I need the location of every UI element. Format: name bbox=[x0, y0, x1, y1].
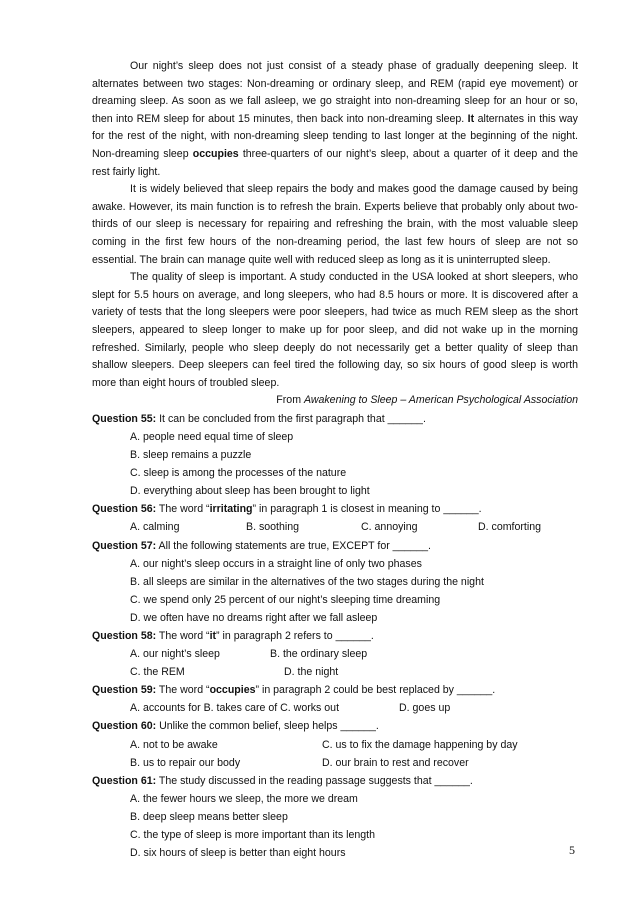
q61-option-d: D. six hours of sleep is better than eight hours bbox=[130, 847, 346, 860]
question-keyword: occupies bbox=[209, 684, 256, 697]
question-label: Question 56: bbox=[92, 503, 157, 516]
question-label: Question 59: bbox=[92, 684, 157, 697]
p1-text-2: alternates in this way for the rest of the night, with non-dreaming sleep tending to last longer at the beginning of the night. Non-dreaming sleep bbox=[92, 112, 578, 160]
q56-option-a: A. calming bbox=[130, 521, 180, 534]
q56-options-row bbox=[92, 518, 578, 536]
source-citation bbox=[92, 392, 578, 410]
q60-options-row-1 bbox=[92, 736, 578, 754]
q60-option-c: C. us to fix the damage happening by day bbox=[322, 738, 518, 751]
q57-option-a: A. our night’s sleep occurs in a straight line of only two phases bbox=[130, 557, 422, 570]
source-title: Awakening to Sleep – American Psychological Association bbox=[303, 394, 578, 407]
question-text-post: ” in paragraph 1 is closest in meaning to ______. bbox=[252, 503, 482, 516]
question-text-pre: The word “ bbox=[156, 503, 210, 516]
paragraph-2: It is widely believed that sleep repairs the body and makes good the damage caused by being awake. However, its main function is to refresh the brain. Experts believe that probably only about two-thirds of our sleep is necessary for repairing and refreshing the brain, with the most valuable sleep coming in the first few hours of the non-dreaming period, the last few hours of sleep are not so essential. The brain can manage quite well with reduced sleep as long as it is uninterrupted sleep. bbox=[92, 183, 578, 266]
paragraph-1 bbox=[92, 58, 578, 181]
p1-bold-occupies: occupies bbox=[192, 147, 239, 160]
question-keyword: irritating bbox=[209, 503, 253, 516]
question-keyword: it bbox=[209, 630, 217, 642]
question-label: Question 58: bbox=[92, 630, 157, 642]
q60-option-a: A. not to be awake bbox=[130, 738, 218, 751]
p1-text-3: three-quarters of our night’s sleep, about a quarter of it deep and the rest fairly light. bbox=[92, 147, 579, 178]
paragraph-3: The quality of sleep is important. A study conducted in the USA looked at short sleepers, who slept for 5.5 hours on average, and long sleepers, who had 8.5 hours or more. It is discovered after a variety of tests that the long sleepers were poor sleepers, had twice as much REM sleep as the short sleepers, appeared to sleep longer to make up for poor sleep, and did not wake up in the morning refreshed. Similarly, people who sleep deeply do not necessarily get a better quality of sleep than shallow sleepers. Deep sleepers can feel tired the following day, so six hours of good sleep is worth more than eight hours of troubled sleep. bbox=[92, 271, 578, 389]
question-label: Question 55: bbox=[92, 412, 157, 425]
p1-text-1: Our night’s sleep does not just consist of a steady phase of gradually deepening sleep. It alternates between two stages: Non-dreaming or ordinary sleep, and REM (rapid eye movement) or dreaming sleep. As soon as we fall asleep, we go straight into non-dreaming sleep for an hour or so, then into REM sleep for about 15 minutes, then back into non-dreaming sleep. bbox=[92, 60, 578, 125]
q56-option-b: B. soothing bbox=[246, 521, 300, 534]
q58-options-row-1 bbox=[92, 645, 578, 663]
q61-option-b: B. deep sleep means better sleep bbox=[130, 810, 288, 823]
q55-option-a: A. people need equal time of sleep bbox=[130, 430, 294, 443]
question-61 bbox=[92, 772, 578, 790]
q59-options-abc: A. accounts for B. takes care of C. works out bbox=[130, 702, 340, 715]
question-55 bbox=[92, 410, 578, 428]
question-text: All the following statements are true, EXCEPT for ______. bbox=[156, 539, 431, 552]
question-text: It can be concluded from the first paragraph that ______. bbox=[156, 412, 426, 425]
question-label: Question 61: bbox=[92, 774, 157, 787]
q60-options-row-2 bbox=[92, 754, 578, 772]
question-text-post: ” in paragraph 2 could be best replaced by ______. bbox=[255, 684, 496, 697]
q58-option-d: D. the night bbox=[284, 666, 339, 679]
q55-option-d: D. everything about sleep has been brought to light bbox=[130, 485, 370, 498]
question-56 bbox=[92, 500, 578, 518]
question-text-post: ” in paragraph 2 refers to ______. bbox=[216, 630, 374, 642]
q56-option-c: C. annoying bbox=[361, 521, 418, 534]
question-text-pre: The word “ bbox=[156, 630, 210, 642]
question-text: The study discussed in the reading passage suggests that ______. bbox=[156, 774, 473, 787]
question-58 bbox=[92, 627, 578, 645]
question-59 bbox=[92, 681, 578, 699]
q60-option-d: D. our brain to rest and recover bbox=[322, 756, 469, 769]
q55-option-b: B. sleep remains a puzzle bbox=[130, 449, 252, 462]
source-prefix: From bbox=[276, 394, 304, 407]
q57-option-b: B. all sleeps are similar in the alternatives of the two stages during the night bbox=[130, 575, 484, 588]
q57-option-c: C. we spend only 25 percent of our night’s sleeping time dreaming bbox=[130, 593, 441, 606]
q56-option-d: D. comforting bbox=[478, 521, 541, 534]
page-number: 5 bbox=[569, 843, 575, 857]
q61-option-a: A. the fewer hours we sleep, the more we dream bbox=[130, 792, 358, 805]
question-label: Question 60: bbox=[92, 720, 157, 733]
q58-option-c: C. the REM bbox=[130, 666, 185, 679]
q61-option-c: C. the type of sleep is more important than its length bbox=[130, 829, 375, 842]
q59-option-d: D. goes up bbox=[399, 702, 451, 715]
p1-bold-it: It bbox=[467, 112, 475, 125]
q58-option-a: A. our night’s sleep bbox=[130, 648, 220, 661]
document-page bbox=[92, 58, 578, 862]
q59-options-row bbox=[92, 699, 578, 717]
q55-option-c: C. sleep is among the processes of the nature bbox=[130, 467, 347, 480]
question-text-pre: The word “ bbox=[156, 684, 210, 697]
question-label: Question 57: bbox=[92, 539, 157, 552]
question-text: Unlike the common belief, sleep helps ______. bbox=[156, 720, 379, 733]
q60-option-b: B. us to repair our body bbox=[130, 756, 241, 769]
q58-options-row-2 bbox=[92, 663, 578, 681]
question-57 bbox=[92, 537, 578, 555]
question-60 bbox=[92, 717, 578, 735]
q58-option-b: B. the ordinary sleep bbox=[270, 648, 368, 661]
q57-option-d: D. we often have no dreams right after we fall asleep bbox=[130, 611, 378, 624]
